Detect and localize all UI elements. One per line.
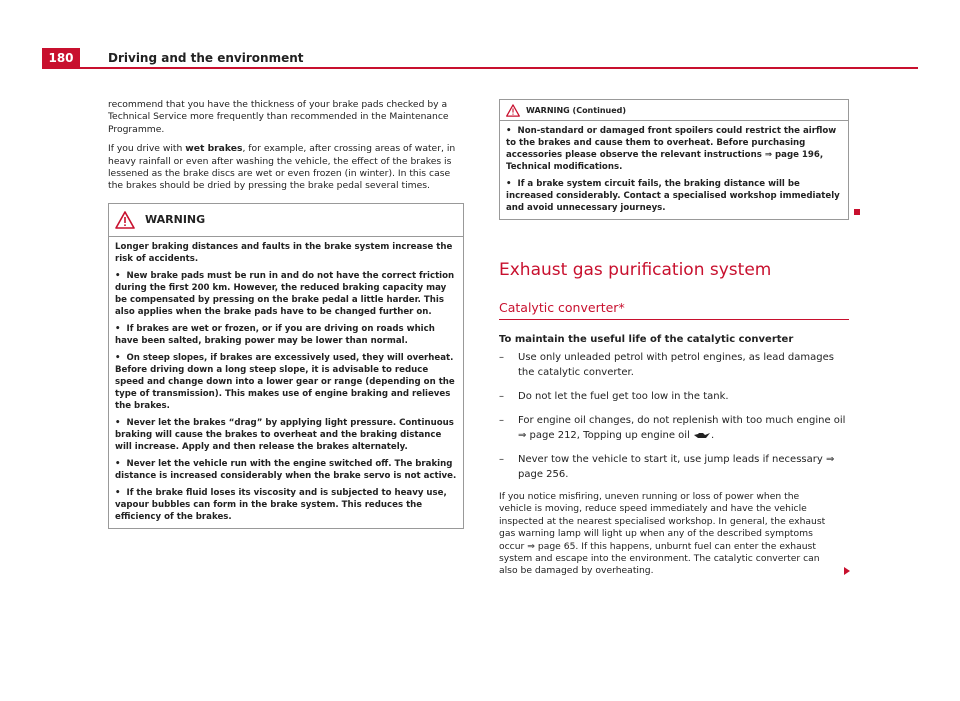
instruction-step: – Do not let the fuel get too low in the tank. — [499, 391, 729, 402]
warning-bullet: • If a brake system circuit fails, the braking distance will be increased considerably. Contact a specialised workshop immediately and avoid unnecessary journeys. — [506, 179, 840, 213]
instruction-step: – Use only unleaded petrol with petrol engines, as lead damages the catalytic converter. — [499, 352, 834, 378]
text: , for example, after crossing areas of water, in heavy rainfall or even after washing the vehicle, the effect of the brakes is lessened as the brake discs are wet or even frozen (in winter). In this case the brakes should be dried by pressing the brake pedal several times. — [108, 143, 456, 192]
chapter-title: Driving and the environment — [108, 51, 304, 65]
warning-triangle-icon — [506, 104, 520, 117]
paragraph: If you notice misfiring, uneven running or loss of power when the vehicle is moving, reduce speed immediately and have the vehicle inspected at the nearest specialised workshop. In general, the exhaust gas warning lamp will light up when any of the described symptoms occur ⇒ page 65. If this happens, unburnt fuel can enter the exhaust system and escape into the environment. The catalytic converter can also be damaged by overheating. — [499, 491, 849, 578]
page-number: 180 — [42, 48, 80, 69]
emphasis: wet brakes — [185, 143, 243, 155]
warning-continued-body — [500, 121, 848, 219]
paragraph — [108, 143, 464, 193]
warning-intro: Longer braking distances and faults in the brake system increase the risk of accidents. — [115, 241, 453, 264]
subsection-title: Catalytic converter* — [499, 300, 625, 315]
warning-bullet: • Never let the brakes “drag” by applying light pressure. Continuous braking will cause the brakes to overheat and the braking distance will increase. Apply and then release the brakes alternately. — [115, 417, 454, 452]
warning-bullet: • New brake pads must be run in and do not have the correct friction during the first 200 km. However, the reduced braking capacity may be compensated by pressing on the brake pedal a little harder. This also applies when the brake pads have to be changed further on. — [115, 270, 455, 317]
warning-continued-header — [500, 100, 848, 121]
section-title: Exhaust gas purification system — [499, 260, 772, 280]
warning-body — [109, 237, 463, 528]
left-column — [108, 99, 464, 529]
warning-bullet: • If brakes are wet or frozen, or if you are driving on roads which have been salted, braking power may be lower than normal. — [115, 323, 435, 346]
header-divider — [42, 67, 918, 69]
warning-bullet: • Non-standard or damaged front spoilers could restrict the airflow to the brakes and cause them to overheat. Before purchasing accessories please observe the relevant instructions ⇒ page 196, Technical modifications. — [506, 126, 837, 172]
warning-continued-box — [499, 99, 849, 220]
instruction-heading: To maintain the useful life of the catalytic converter — [499, 334, 794, 345]
warning-box — [108, 203, 464, 529]
text: If you drive with — [108, 143, 186, 155]
warning-header — [109, 204, 463, 237]
instruction-step: – For engine oil changes, do not replenish with too much engine oil ⇒ page 212, Topping up engine oil . — [499, 415, 846, 441]
section-end-marker — [854, 209, 860, 215]
paragraph: recommend that you have the thickness of your brake pads checked by a Technical Service more frequently than recommended in the Maintenance Programme. — [108, 99, 449, 135]
warning-continued-title: WARNING (Continued) — [526, 105, 627, 115]
warning-bullet: • Never let the vehicle run with the engine switched off. The braking distance is increased considerably when the brake servo is not active. — [115, 458, 457, 481]
continue-arrow-icon — [843, 566, 851, 576]
instruction-step: – Never tow the vehicle to start it, use jump leads if necessary ⇒ page 256. — [499, 454, 835, 480]
warning-title: WARNING — [145, 213, 206, 227]
warning-triangle-icon — [115, 211, 135, 229]
warning-bullet: • If the brake fluid loses its viscosity and is subjected to heavy use, vapour bubbles can form in the brake system. This reduces the efficiency of the brakes. — [115, 487, 447, 522]
oil-can-icon — [693, 431, 711, 439]
right-column — [499, 99, 849, 585]
warning-bullet: • On steep slopes, if brakes are excessively used, they will overheat. Before driving down a long steep slope, it is advisable to reduce speed and change down into a lower gear or range (depending on the type of transmission). This makes use of engine braking and relieves the brakes. — [115, 352, 455, 411]
